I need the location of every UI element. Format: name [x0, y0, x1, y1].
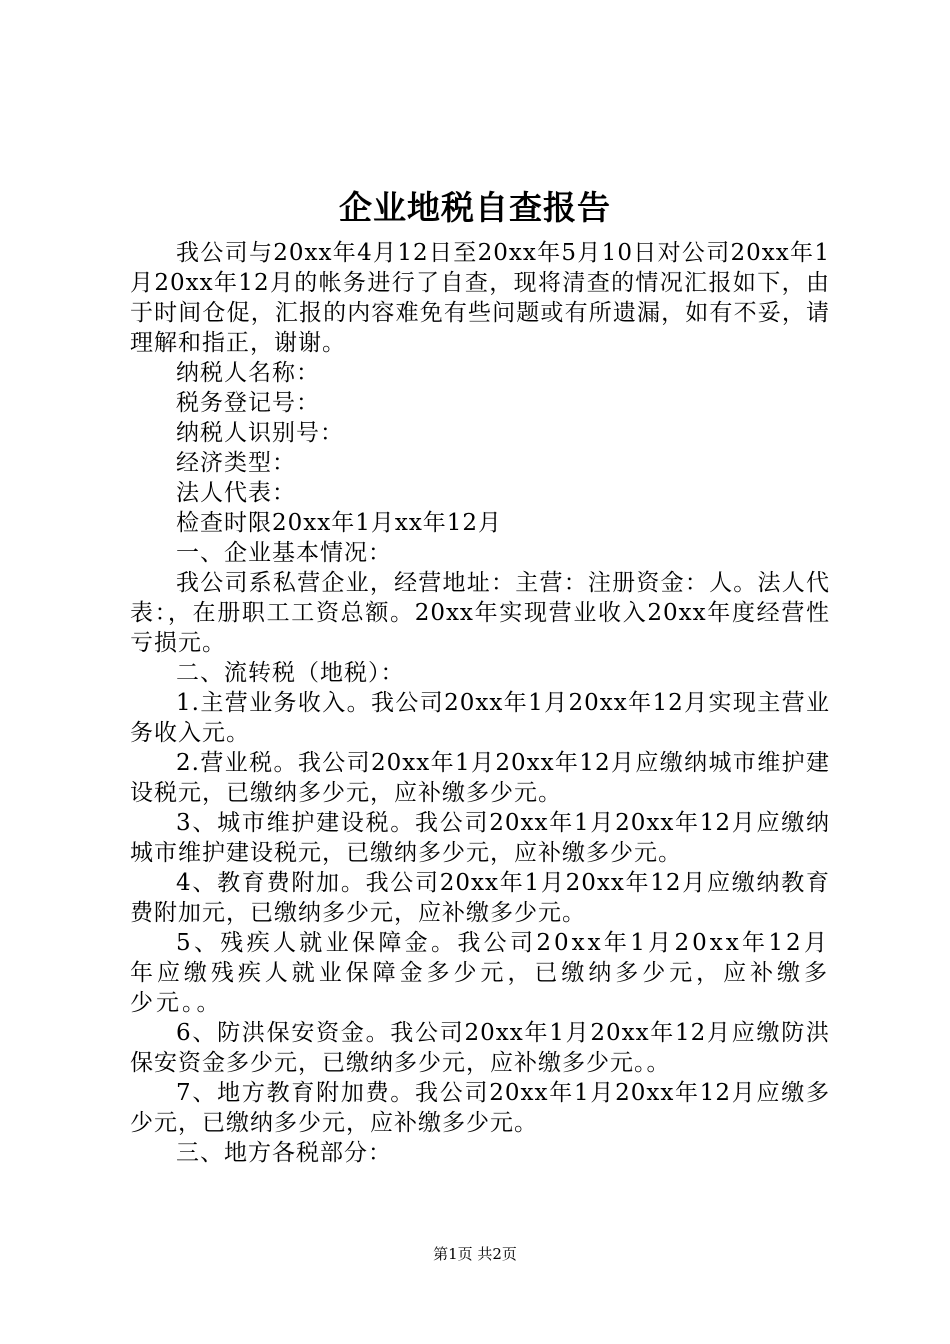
item-main-business-income: 1.主营业务收入。我公司20xx年1月20xx年12月实现主营业务收入元。 — [130, 690, 830, 746]
item-local-education-surcharge: 7、地方教育附加费。我公司20xx年1月20xx年12月应缴多少元，已缴纳多少元，应补缴多少元。 — [130, 1080, 830, 1136]
economic-type-line: 经济类型： — [176, 450, 296, 476]
intro-paragraph: 我公司与20xx年4月12日至20xx年5月10日对公司20xx年1月20xx年12月的帐务进行了自查，现将清查的情况汇报如下，由于时间仓促，汇报的内容难免有些问题或有所遗漏，如有不妥，请理解和指正，谢谢。 — [130, 240, 830, 356]
section-heading-turnover-tax: 二、流转税（地税）： — [176, 660, 405, 686]
item-urban-construction-tax: 3、城市维护建设税。我公司20xx年1月20xx年12月应缴纳城市维护建设税元，已缴纳多少元，应补缴多少元。 — [130, 810, 830, 866]
item-flood-control-fund: 6、防洪保安资金。我公司20xx年1月20xx年12月应缴防洪保安资金多少元，已缴纳多少元，应补缴多少元。。 — [130, 1020, 830, 1076]
item-education-surcharge: 4、教育费附加。我公司20xx年1月20xx年12月应缴纳教育费附加元，已缴纳多少元，应补缴多少元。 — [130, 870, 830, 926]
basic-info-paragraph: 我公司系私营企业，经营地址：主营：注册资金：人。法人代表：，在册职工工资总额。20xx年实现营业收入20xx年度经营性亏损元。 — [130, 570, 830, 656]
taxpayer-id-line: 纳税人识别号： — [176, 420, 344, 446]
document-title: 企业地税自查报告 — [339, 188, 611, 227]
section-heading-local-taxes: 三、地方各税部分： — [176, 1140, 392, 1166]
section-heading-basic-info: 一、企业基本情况： — [176, 540, 392, 566]
taxpayer-name-line: 纳税人名称： — [176, 360, 320, 386]
item-disability-fund: 5、残疾人就业保障金。我公司20xx年1月20xx年12月年应缴残疾人就业保障金多少元，已缴纳多少元，应补缴多少元。。 — [130, 930, 830, 1016]
inspection-period-line: 检查时限20xx年1月xx年12月 — [176, 510, 503, 536]
legal-representative-line: 法人代表： — [176, 480, 296, 506]
document-body — [130, 238, 830, 1168]
page-footer: 第1页 共2页 — [433, 1245, 517, 1263]
tax-registration-line: 税务登记号： — [176, 390, 320, 416]
item-business-tax: 2.营业税。我公司20xx年1月20xx年12月应缴纳城市维护建设税元，已缴纳多少元，应补缴多少元。 — [130, 750, 830, 806]
